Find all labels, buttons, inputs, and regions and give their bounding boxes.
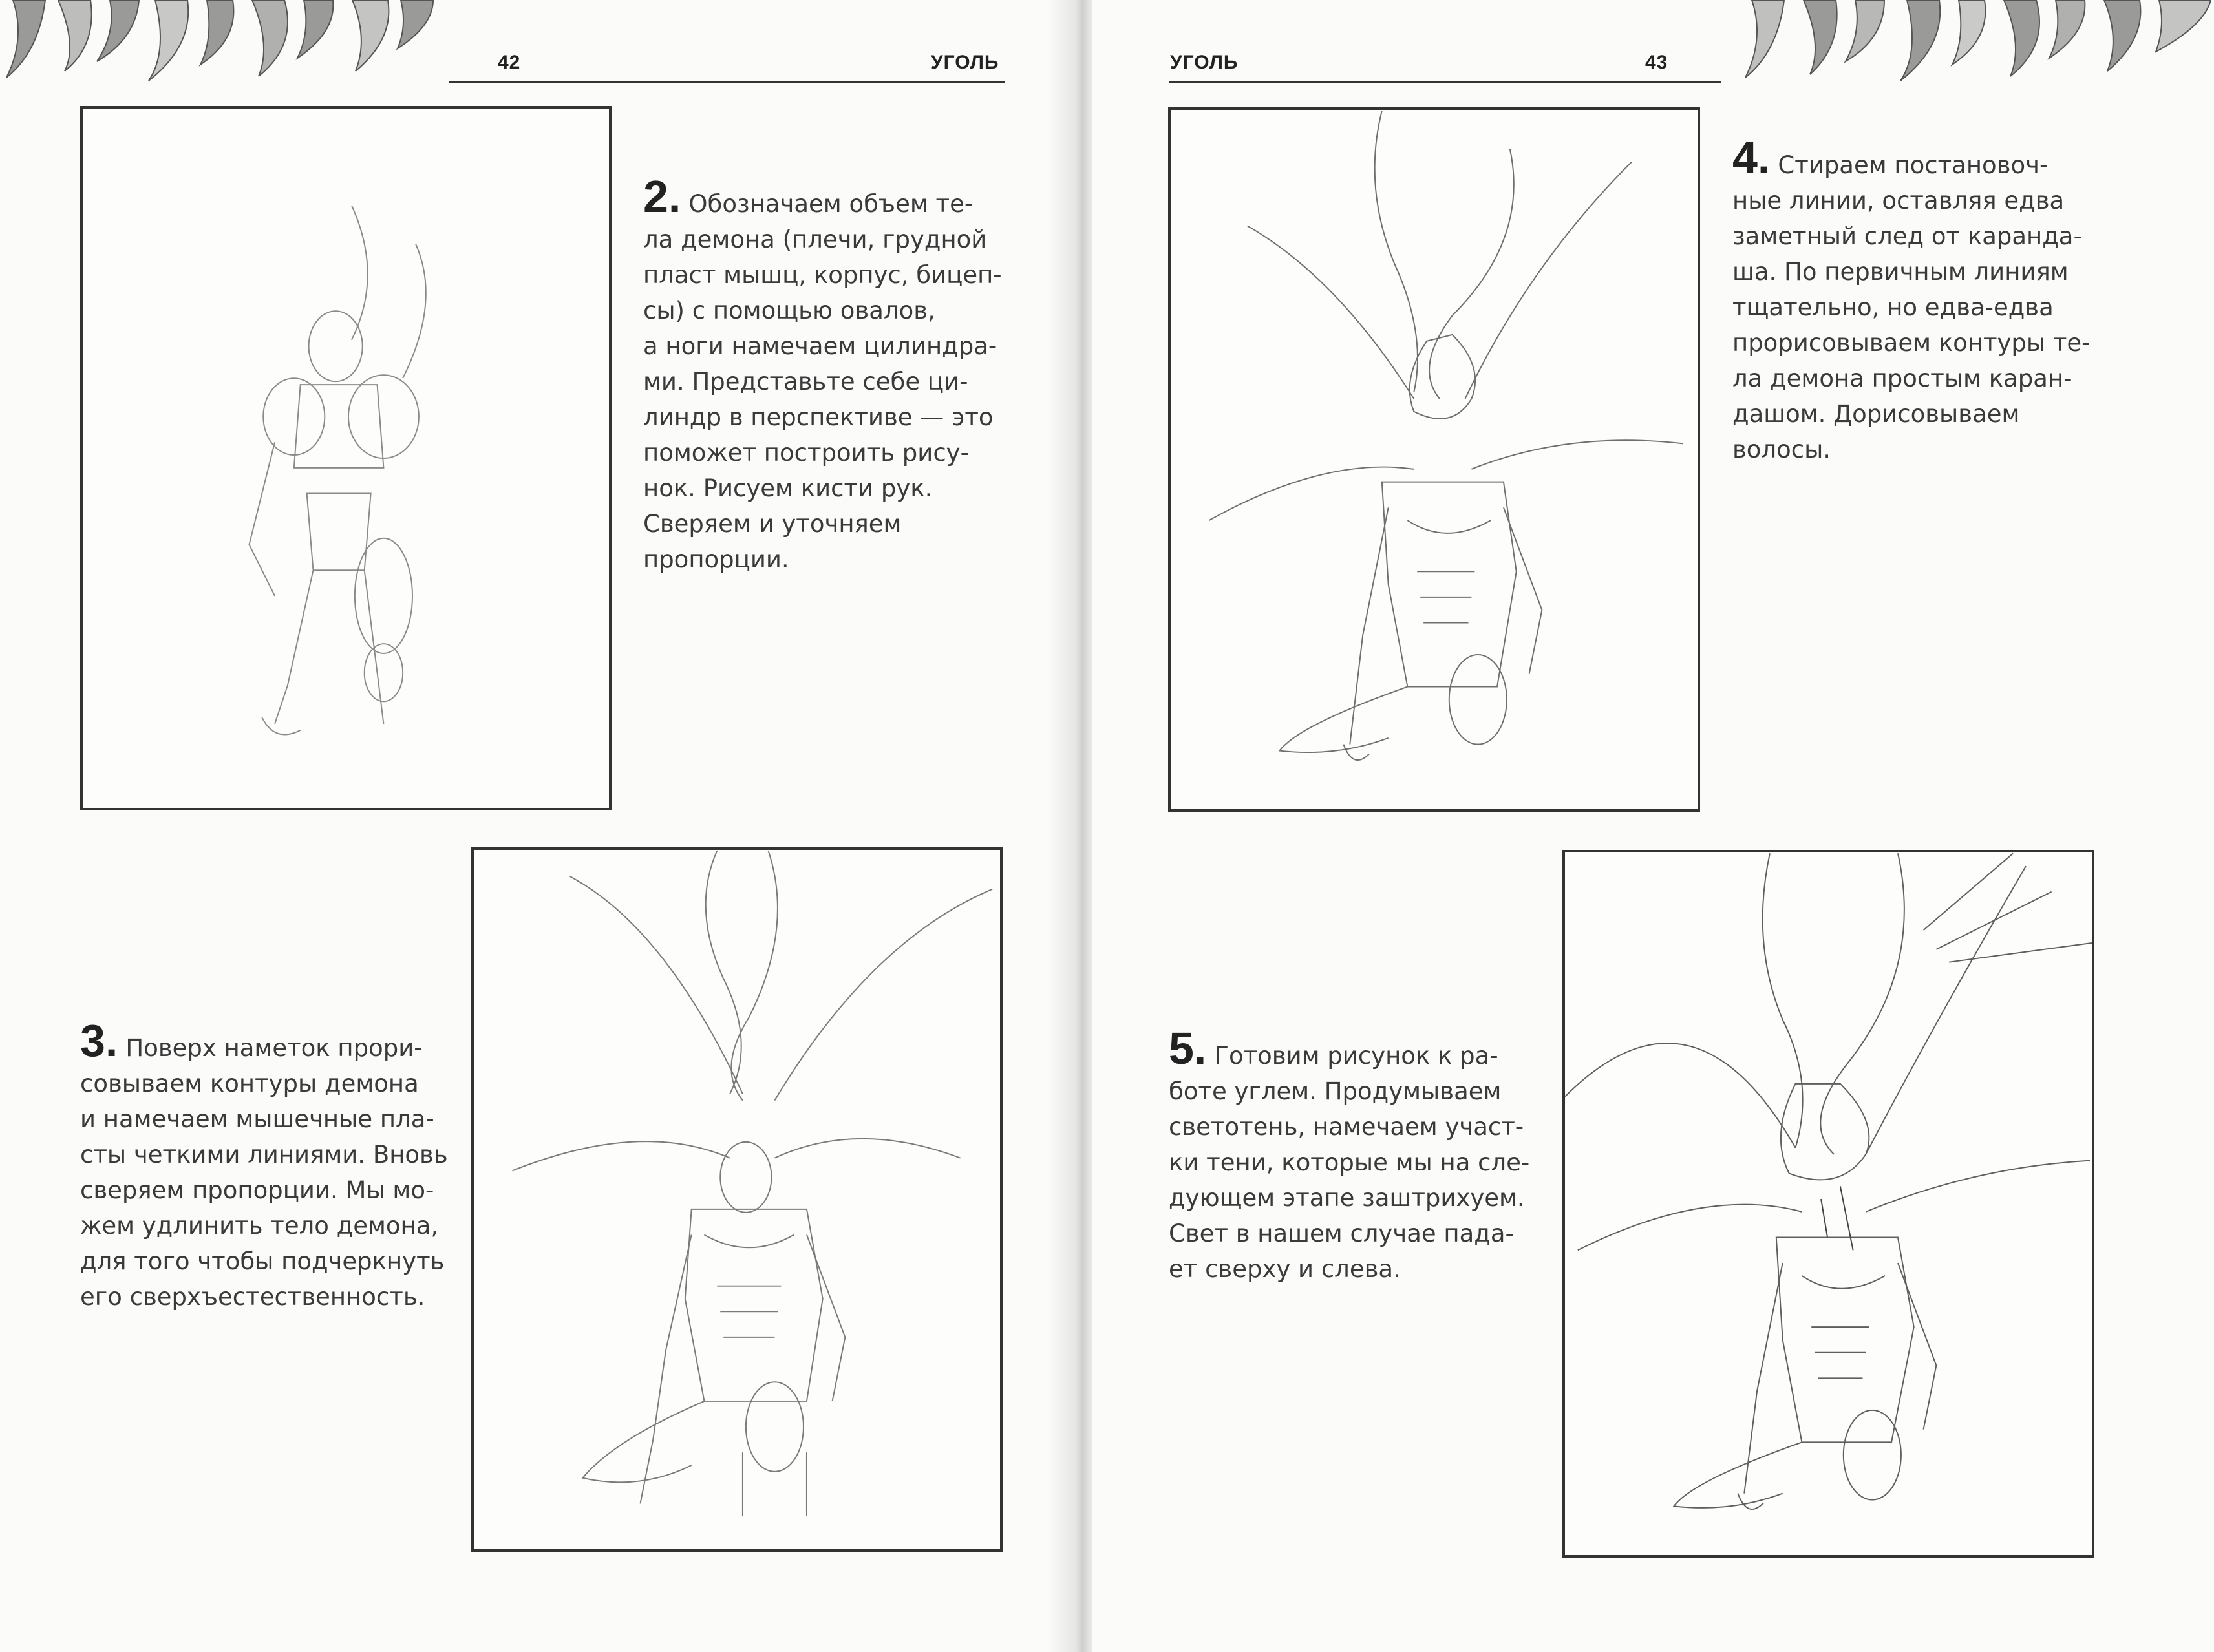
step-text: Стираем постановоч- ные линии, оставляя едва заметный след от каранда- ша. По первичным линиям тщательно, но едва-едва прорисовываем контуры те- ла демона простым каран- дашом. Дорисовываем волосы. (1732, 151, 2091, 463)
page-number: 43 (1645, 52, 1668, 73)
illustration-step-3 (471, 847, 1003, 1552)
illustration-step-5 (1562, 850, 2094, 1558)
step-text: Обозначаем объем те- ла демона (плечи, грудной пласт мышц, корпус, бицеп- сы) с помощью овалов, а ноги намечаем цилиндра- ми. Представьте себе ци- линдр в перспективе — это поможет построить рису- нок. Рисуем кисти рук. Сверяем и уточняем пропорции. (643, 190, 1002, 573)
step-text: Готовим рисунок к ра- боте углем. Продумываем светотень, намечаем участ- ки тени, которые мы на сле- дующем этапе заштрихуем. Свет в нашем случае пада- ет сверху и слева. (1169, 1042, 1530, 1283)
demon-sketch-icon (1565, 852, 2092, 1555)
chapter-title: УГОЛЬ (1170, 52, 1239, 73)
page-number: 42 (498, 52, 521, 73)
step-3 (80, 988, 462, 1315)
foliage-ornament-icon (1739, 0, 2214, 84)
right-page (1092, 0, 2214, 1652)
step-number: 3. (80, 1015, 118, 1066)
illustration-step-2 (80, 106, 612, 810)
header-rule (449, 81, 1005, 83)
step-5 (1169, 995, 1544, 1287)
illustration-step-4 (1168, 107, 1700, 812)
left-page (0, 0, 1073, 1652)
step-number: 4. (1732, 132, 1771, 183)
chapter-title: УГОЛЬ (931, 52, 999, 73)
demon-sketch-icon (474, 850, 1000, 1549)
step-number: 2. (643, 171, 681, 222)
step-4 (1732, 105, 2101, 467)
foliage-ornament-icon (0, 0, 440, 84)
header-rule (1169, 81, 1721, 83)
step-text: Поверх наметок прори- совываем контуры демона и намечаем мышечные пла- сты четкими линиями. Вновь сверяем пропорции. Мы мо- жем удлинить тело демона, для того чтобы подчеркнуть его сверхъестественность. (80, 1034, 448, 1311)
demon-sketch-icon (83, 109, 609, 808)
demon-sketch-icon (1171, 110, 1698, 809)
step-number: 5. (1169, 1023, 1207, 1074)
step-2 (643, 143, 1005, 577)
